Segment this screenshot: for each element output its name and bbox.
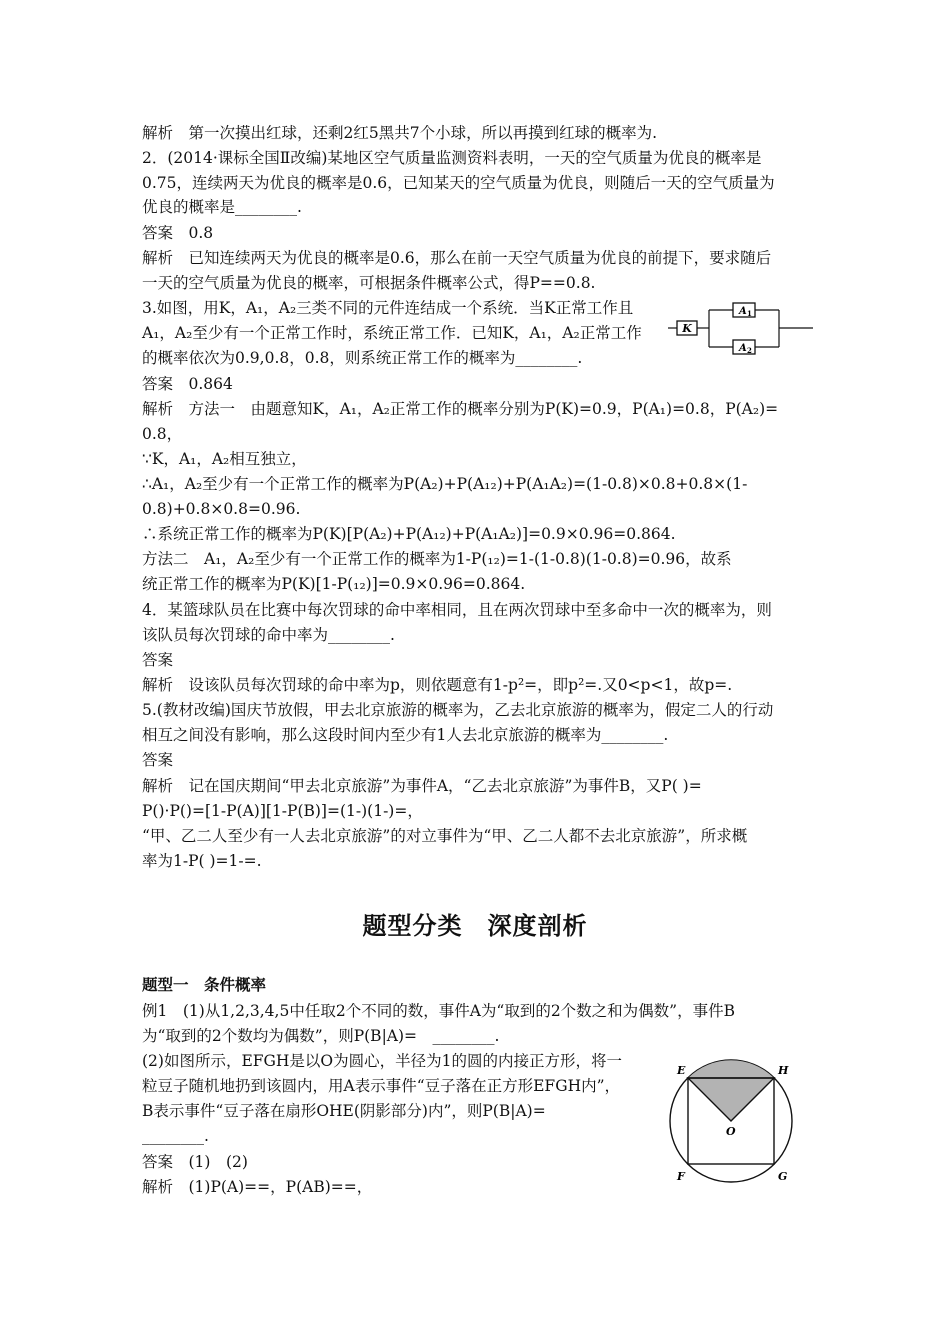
answer-line: 答案 0.8 [142, 224, 214, 242]
text-line: 4．某篮球队员在比赛中每次罚球的命中率相同，且在两次罚球中至多命中一次的概率为，则 [142, 601, 772, 619]
text-line: 粒豆子随机地扔到该圆内，用A表示事件“豆子落在正方形EFGH内”， [142, 1077, 621, 1095]
text-line: (2)如图所示，EFGH是以O为圆心，半径为1的圆的内接正方形，将一 [142, 1052, 622, 1070]
text-line: 方法二 A₁，A₂至少有一个正常工作的概率为1-P(₁₂)=1-(1-0.8)(1-0.8)=0.96，故系 [142, 550, 732, 568]
text-line: ________. [142, 1127, 209, 1145]
text-line: 0.8， [142, 425, 183, 443]
circuit-diagram [668, 297, 816, 357]
a1-subscript: 1 [747, 309, 752, 318]
label-f: F [677, 1170, 685, 1183]
text-line: 一天的空气质量为优良的概率，可根据条件概率公式，得P==0.8. [142, 274, 596, 292]
subsection-heading: 题型一 条件概率 [142, 976, 267, 994]
a2-subscript: 2 [747, 346, 752, 355]
text-line: ∴A₁，A₂至少有一个正常工作的概率为P(A₂)+P(A₁₂)+P(A₁A₂)=(1-0.8)×0.8+0.8×(1- [142, 475, 748, 493]
text-line: 3.如图，用K，A₁，A₂三类不同的元件连结成一个系统．当K正常工作且 [142, 299, 634, 317]
text-line: A₁，A₂至少有一个正常工作时，系统正常工作．已知K，A₁，A₂正常工作 [142, 324, 642, 342]
text-line: 为“取到的2个数均为偶数”，则P(B|A)= ________. [142, 1027, 500, 1045]
text-line: 解析 记在国庆期间“甲去北京旅游”为事件A，“乙去北京旅游”为事件B，又P( )= [142, 777, 702, 795]
text-line: 该队员每次罚球的命中率为________. [142, 626, 395, 644]
label-o: O [726, 1125, 736, 1138]
text-line: B表示事件“豆子落在扇形OHE(阴影部分)内”，则P(B|A)= [142, 1102, 546, 1120]
text-line: ∴系统正常工作的概率为P(K)[P(A₂)+P(A₁₂)+P(A₁A₂)]=0.9×0.96=0.864. [142, 525, 676, 543]
text-line: 相互之间没有影响，那么这段时间内至少有1人去北京旅游的概率为________. [142, 726, 669, 744]
circle-square-figure [668, 1058, 820, 1188]
label-g: G [778, 1170, 788, 1183]
text-line: P()·P()=[1-P(A)][1-P(B)]=(1-)(1-)=， [142, 802, 423, 820]
answer-line: 答案 [142, 651, 174, 669]
text-line: 2．(2014·课标全国Ⅱ改编)某地区空气质量监测资料表明，一天的空气质量为优良的概率是 [142, 149, 762, 167]
text-line: 解析 第一次摸出红球，还剩2红5黑共7个小球，所以再摸到红球的概率为. [142, 124, 658, 142]
text-line: 0.8)+0.8×0.8=0.96. [142, 500, 301, 518]
text-line: 解析 (1)P(A)==，P(AB)==， [142, 1178, 373, 1196]
text-line: 例1 (1)从1,2,3,4,5中任取2个不同的数，事件A为“取到的2个数之和为偶数”，事件B [142, 1002, 735, 1020]
text-line: 率为1-P( )=1-=. [142, 852, 262, 870]
label-e: E [677, 1064, 686, 1077]
text-line: 解析 方法一 由题意知K，A₁，A₂正常工作的概率分别为P(K)=0.9，P(A₁)=0.8，P(A₂)= [142, 400, 779, 418]
text-line: 解析 已知连续两天为优良的概率是0.6，那么在前一天空气质量为优良的前提下，要求随后 [142, 249, 772, 267]
text-line: ∵K，A₁，A₂相互独立， [142, 450, 307, 468]
k-label: K [682, 322, 692, 335]
answer-line: 答案 [142, 751, 174, 769]
answer-line: 答案 0.864 [142, 375, 233, 393]
section-title: 题型分类 深度剖析 [362, 912, 588, 940]
text-line: 统正常工作的概率为P(K)[1-P(₁₂)]=0.9×0.96=0.864. [142, 575, 526, 593]
text-line: 解析 设该队员每次罚球的命中率为p，则依题意有1-p²=，即p²=.又0<p<1，故p=. [142, 676, 733, 694]
text-line: “甲、乙二人至少有一人去北京旅游”的对立事件为“甲、乙二人都不去北京旅游”，所求概 [142, 827, 748, 845]
text-line: 优良的概率是________. [142, 198, 302, 216]
label-h: H [778, 1064, 789, 1077]
text-line: 0.75，连续两天为优良的概率是0.6，已知某天的空气质量为优良，则随后一天的空气质量为 [142, 174, 775, 192]
answer-line: 答案 (1) (2) [142, 1153, 248, 1171]
a2-label: A [739, 343, 747, 354]
text-line: 的概率依次为0.9,0.8，0.8，则系统正常工作的概率为________. [142, 349, 583, 367]
a1-label: A [739, 306, 747, 317]
text-line: 5.(教材改编)国庆节放假，甲去北京旅游的概率为，乙去北京旅游的概率为，假定二人的行动 [142, 701, 774, 719]
